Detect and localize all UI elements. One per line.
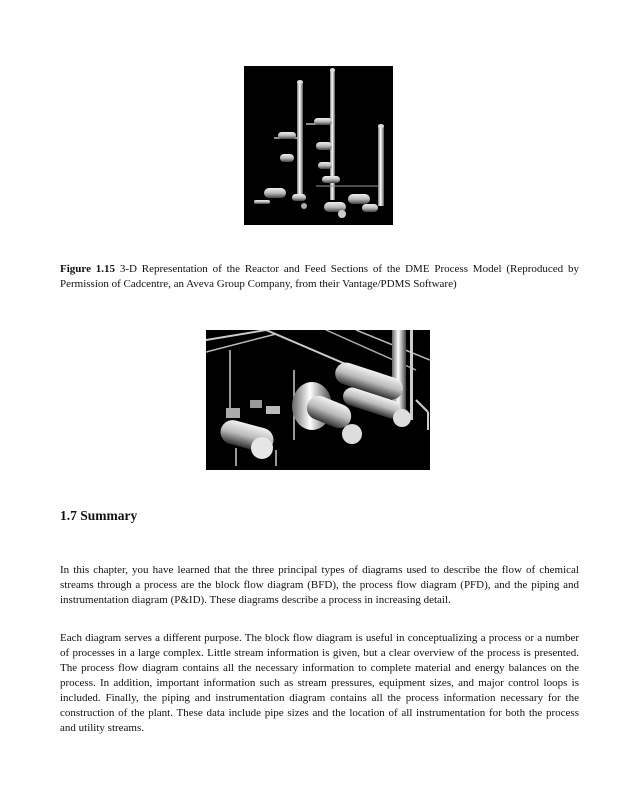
figure-1-15-image — [244, 66, 393, 225]
figure-1-15-closeup-image — [206, 330, 430, 470]
figure-caption — [60, 262, 579, 292]
3d-piping-render — [206, 330, 430, 470]
figure-caption-text: 3-D Representation of the Reactor and Feed Sections of the DME Process Model (Reproduced by Permission of Cadcentre, an Aveva Group Company, from their Vantage/PDMS Software) — [60, 263, 579, 290]
3d-plant-render — [244, 66, 393, 225]
summary-paragraph-2: Each diagram serves a different purpose. The block flow diagram is useful in conceptualizing a process or a number of processes in a large complex. Little stream information is given, but a clear overview of the process is presented. The process flow diagram contains all the necessary information to complete material and energy balances on the process. In addition, important information such as stream pressures, equipment sizes, and major control loops is included. Finally, the piping and instrumentation diagram contains all the process information necessary for the construction of the plant. These data include pipe sizes and the location of all instrumentation for both the process and utility streams. — [60, 632, 579, 734]
figure-caption-label: Figure 1.15 — [60, 263, 116, 275]
summary-paragraph-1: In this chapter, you have learned that the three principal types of diagrams used to describe the flow of chemical streams through a process are the block flow diagram (BFD), the process flow diagram (PFD), and the piping and instrumentation diagram (P&ID). These diagrams describe a process in increasing detail. — [60, 564, 579, 606]
section-heading: 1.7 Summary — [60, 508, 138, 523]
